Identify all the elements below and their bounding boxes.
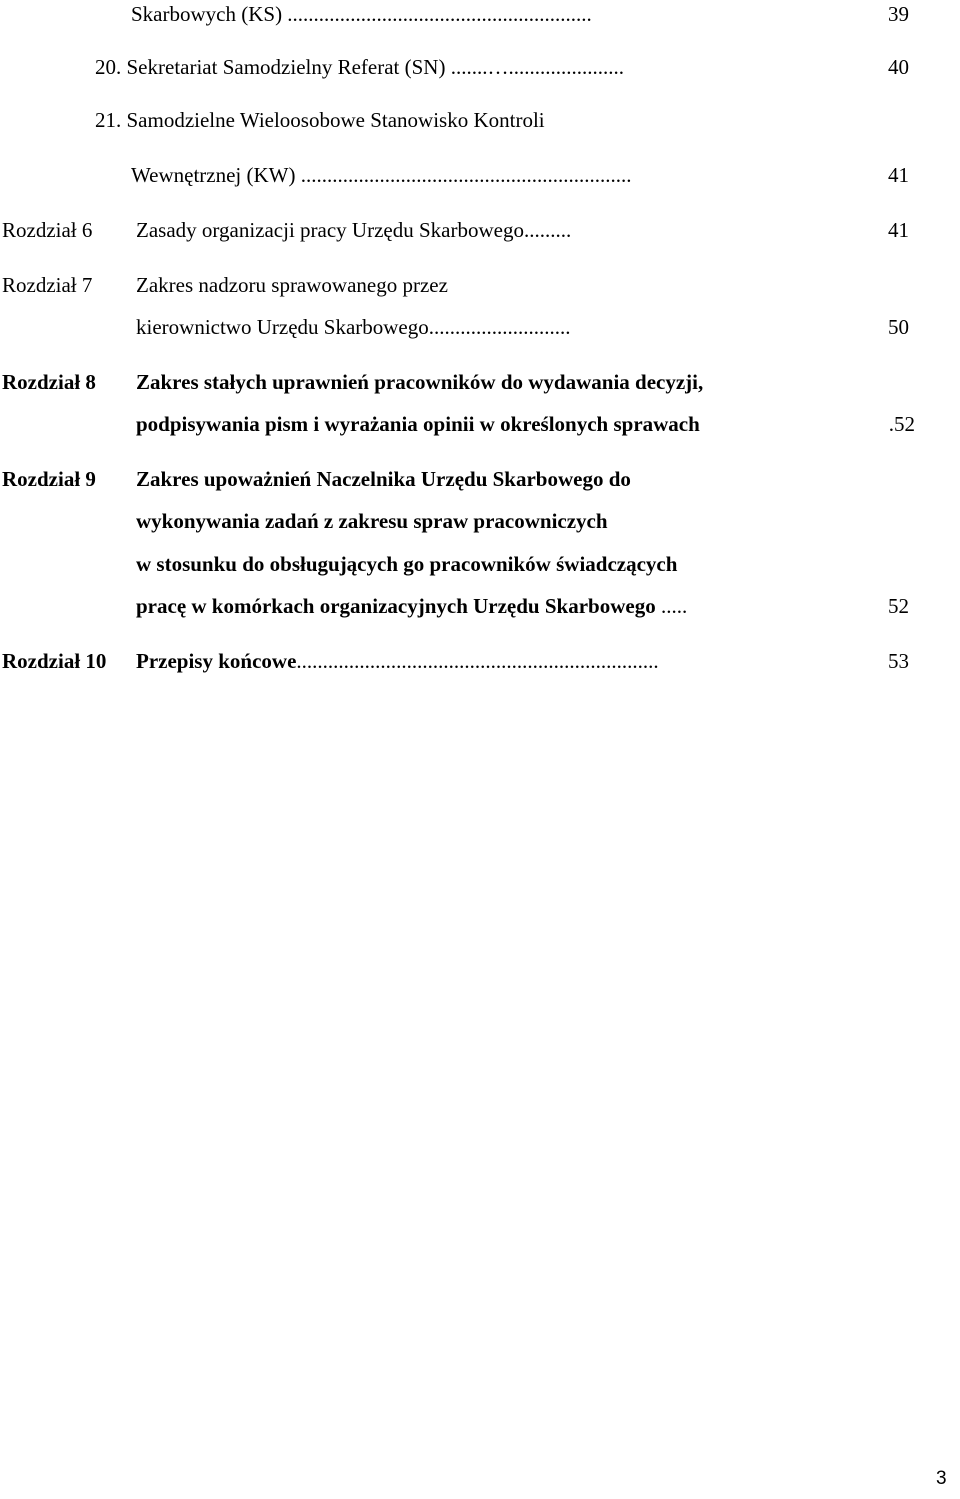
toc-line — [0, 507, 960, 535]
toc-line — [0, 313, 960, 341]
leader-dots: ......... — [523, 218, 572, 242]
chapter-label: Rozdział 6 — [2, 218, 93, 242]
toc-entry-text: 20. Sekretariat Samodzielny Referat (SN) .......…...................... — [95, 55, 624, 79]
chapter-title: Przepisy końcowe — [136, 649, 297, 673]
leader-dots: ..... — [655, 594, 688, 618]
toc-entry-text — [136, 592, 687, 620]
toc-entry-text — [136, 216, 571, 244]
chapter-title: Zakres stałych uprawnień pracowników do wydawania decyzji, — [136, 370, 704, 394]
chapter-title: w stosunku do obsługujących go pracowników świadczących — [136, 552, 678, 576]
chapter-title: Zakres upoważnień Naczelnika Urzędu Skarbowego do — [136, 467, 631, 491]
toc-page-number: 50 — [888, 315, 909, 339]
toc-line — [0, 647, 960, 675]
toc-line — [0, 161, 960, 189]
chapter-title: Zakres nadzoru sprawowanego przez — [136, 273, 448, 297]
toc-page-number: 52 — [888, 594, 909, 618]
toc-line — [0, 271, 960, 299]
chapter-title: Zasady organizacji pracy Urzędu Skarbowego — [136, 218, 524, 242]
footer-page-number: 3 — [936, 1468, 947, 1489]
toc-line — [0, 368, 960, 396]
toc-line — [0, 592, 960, 620]
toc-page-number: 41 — [888, 163, 909, 187]
chapter-label: Rozdział 7 — [2, 273, 93, 297]
chapter-label: Rozdział 10 — [2, 649, 107, 673]
toc-line — [0, 0, 960, 28]
toc-page-number: .52 — [888, 412, 915, 436]
toc-line — [0, 465, 960, 493]
leader-dots: ..................................................................... — [296, 649, 659, 673]
toc-page-number: 39 — [888, 2, 909, 26]
toc-line — [0, 106, 960, 134]
chapter-label: Rozdział 8 — [2, 370, 96, 394]
chapter-title: kierownictwo Urzędu Skarbowego — [136, 315, 429, 339]
toc-page-number: 53 — [888, 649, 909, 673]
toc-entry-text: Skarbowych (KS) .......................................................... — [131, 2, 592, 26]
chapter-label: Rozdział 9 — [2, 467, 96, 491]
toc-line — [0, 410, 960, 438]
toc-line — [0, 53, 960, 81]
toc-line — [0, 216, 960, 244]
leader-dots: ........................... — [428, 315, 571, 339]
toc-entry-text: Wewnętrznej (KW) ............................................................... — [131, 163, 632, 187]
toc-page-number: 41 — [888, 218, 909, 242]
toc-page-number: 40 — [888, 55, 909, 79]
chapter-title: pracę w komórkach organizacyjnych Urzędu Skarbowego — [136, 594, 656, 618]
toc-entry-text — [136, 313, 571, 341]
toc-entry-text — [136, 647, 659, 675]
toc-entry-text: 21. Samodzielne Wieloosobowe Stanowisko Kontroli — [95, 108, 545, 132]
chapter-title: podpisywania pism i wyrażania opinii w określonych sprawach — [136, 412, 700, 436]
chapter-title: wykonywania zadań z zakresu spraw pracowniczych — [136, 509, 608, 533]
toc-line — [0, 550, 960, 578]
